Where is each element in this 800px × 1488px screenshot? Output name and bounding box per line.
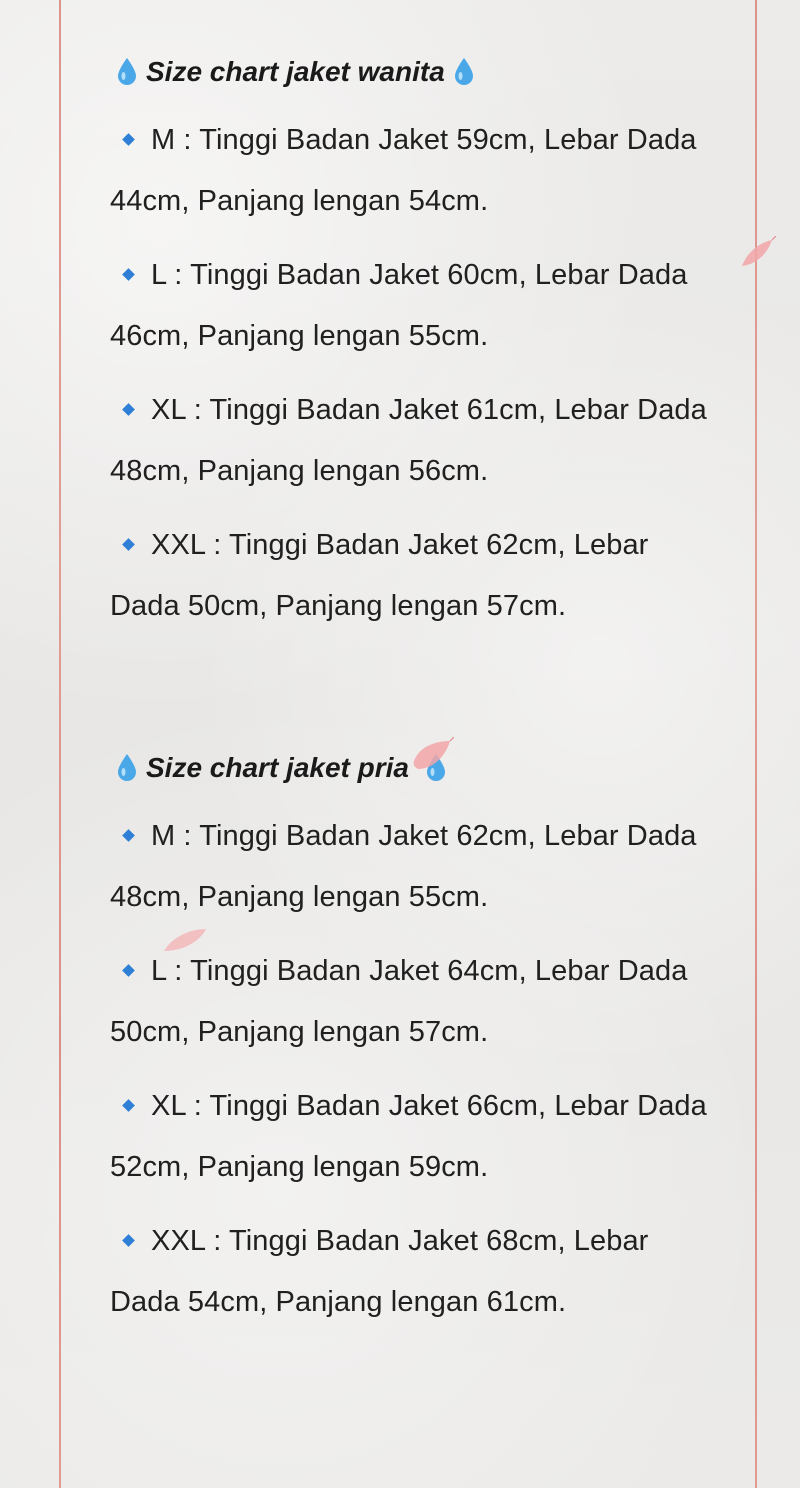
size-entry-text: XL : Tinggi Badan Jaket 66cm, Lebar Dada 52cm, Panjang lengan 59cm.	[110, 1090, 707, 1183]
size-entry-m	[110, 806, 710, 928]
blue-diamond-icon	[122, 1234, 135, 1247]
size-entry-l	[110, 941, 710, 1063]
size-entry-text: XXL : Tinggi Badan Jaket 68cm, Lebar Dada 54cm, Panjang lengan 61cm.	[110, 1225, 649, 1318]
water-drop-icon	[116, 753, 138, 783]
section-men	[110, 736, 710, 1333]
size-entry-text: M : Tinggi Badan Jaket 59cm, Lebar Dada 44cm, Panjang lengan 54cm.	[110, 124, 697, 217]
size-entry-l	[110, 245, 710, 367]
section-title-text: Size chart jaket pria	[146, 752, 410, 783]
size-entry-text: XXL : Tinggi Badan Jaket 62cm, Lebar Dada 50cm, Panjang lengan 57cm.	[110, 529, 649, 622]
section-spacer	[110, 650, 710, 736]
size-entry-xl	[110, 1076, 710, 1198]
blue-diamond-icon	[122, 268, 135, 281]
water-drop-icon	[116, 57, 138, 87]
blue-diamond-icon	[122, 829, 135, 842]
section-women	[110, 40, 710, 637]
size-entry-text: L : Tinggi Badan Jaket 60cm, Lebar Dada 46cm, Panjang lengan 55cm.	[110, 259, 688, 352]
blue-diamond-icon	[122, 403, 135, 416]
petal-icon	[410, 735, 454, 775]
section-title-text: Size chart jaket wanita	[146, 56, 445, 87]
left-border-line	[59, 0, 61, 1488]
petal-icon	[738, 236, 778, 272]
size-entry-xxl	[110, 515, 710, 637]
right-border-line	[755, 0, 757, 1488]
water-drop-icon	[453, 57, 475, 87]
size-entry-xxl	[110, 1211, 710, 1333]
blue-diamond-icon	[122, 133, 135, 146]
size-entry-text: L : Tinggi Badan Jaket 64cm, Lebar Dada 50cm, Panjang lengan 57cm.	[110, 955, 688, 1048]
blue-diamond-icon	[122, 538, 135, 551]
section-title	[110, 40, 710, 104]
size-entry-m	[110, 110, 710, 232]
size-entry-text: M : Tinggi Badan Jaket 62cm, Lebar Dada 48cm, Panjang lengan 55cm.	[110, 820, 697, 913]
blue-diamond-icon	[122, 1099, 135, 1112]
size-entry-text: XL : Tinggi Badan Jaket 61cm, Lebar Dada 48cm, Panjang lengan 56cm.	[110, 394, 707, 487]
size-entry-xl	[110, 380, 710, 502]
size-chart-content	[110, 40, 710, 1346]
blue-diamond-icon	[122, 964, 135, 977]
petal-icon	[162, 925, 208, 955]
